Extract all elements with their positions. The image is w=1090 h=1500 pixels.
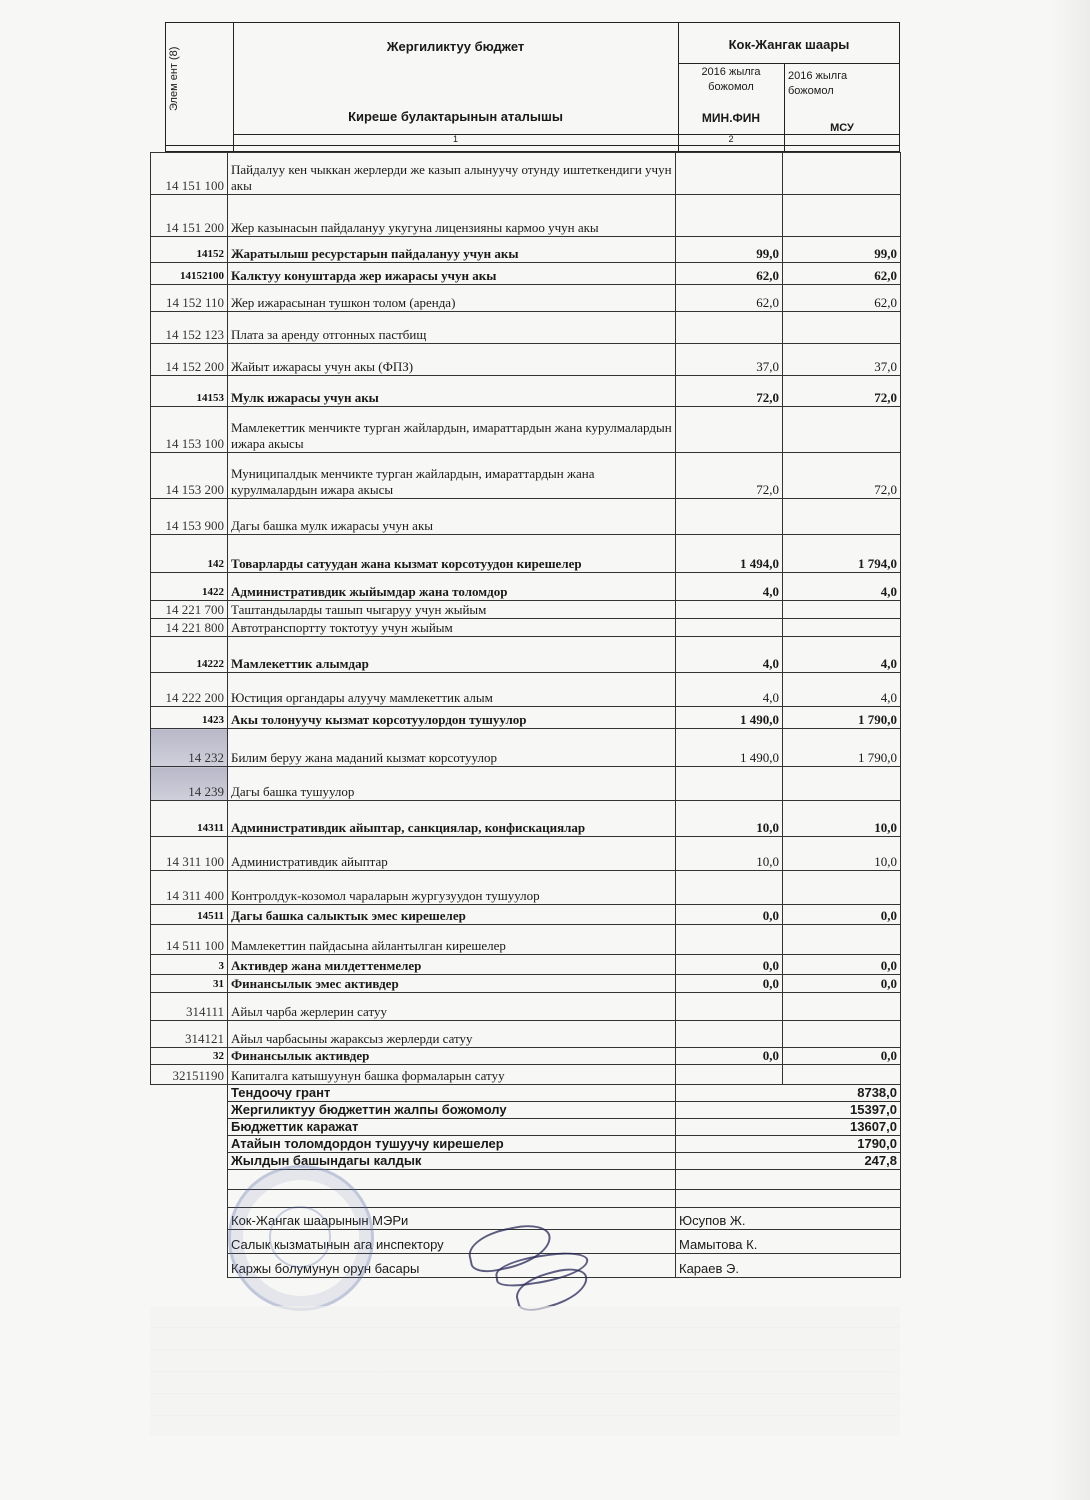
row-name: Контролдук-козомол чараларын жургузуудон тушуулор [228, 871, 676, 905]
signature-person: Юсупов Ж. [676, 1208, 901, 1230]
signature-person: Караев Э. [676, 1254, 901, 1278]
row-value-minfin [676, 993, 783, 1021]
summary-value: 247,8 [676, 1153, 901, 1170]
signature-spacer [151, 1254, 228, 1278]
row-name: Айыл чарба жерлерин сатуу [228, 993, 676, 1021]
row-code: 314121 [151, 1021, 228, 1048]
budget-title: Жергиликтуу бюджет [386, 39, 525, 54]
row-name: Автотранспортту токтотуу учун жыйым [228, 619, 676, 637]
row-name: Жер ижарасынан тушкон толом (аренда) [228, 285, 676, 312]
table-row [151, 573, 901, 601]
row-code: 14152100 [151, 263, 228, 285]
row-value-msu: 99,0 [783, 237, 901, 263]
row-code: 14 239 [151, 767, 228, 801]
row-value-msu [783, 601, 901, 619]
row-code: 14 222 200 [151, 673, 228, 707]
row-value-minfin: 99,0 [676, 237, 783, 263]
table-row [151, 801, 901, 837]
row-name: Мамлекеттик алымдар [228, 637, 676, 673]
row-value-msu: 4,0 [783, 673, 901, 707]
summary-row [151, 1136, 901, 1153]
row-value-msu [783, 993, 901, 1021]
summary-value: 13607,0 [676, 1119, 901, 1136]
table-row [151, 707, 901, 729]
table-row [151, 407, 901, 453]
table-row [151, 905, 901, 925]
row-value-msu: 4,0 [783, 637, 901, 673]
summary-value: 15397,0 [676, 1102, 901, 1119]
row-value-minfin [676, 312, 783, 344]
table-row [151, 312, 901, 344]
row-value-msu: 1 794,0 [783, 535, 901, 573]
row-name: Дагы башка салыктык эмес кирешелер [228, 905, 676, 925]
row-value-minfin: 10,0 [676, 801, 783, 837]
signature-role: Салык кызматынын ага инспектору [228, 1230, 676, 1254]
summary-row [151, 1102, 901, 1119]
summary-spacer [151, 1102, 228, 1119]
row-value-msu [783, 871, 901, 905]
table-row [151, 1048, 901, 1065]
row-name: Билим беруу жана маданий кызмат корсотуулор [228, 729, 676, 767]
summary-label: Атайын толомдордон тушуучу кирешелер [228, 1136, 676, 1153]
row-name: Мамлекеттин пайдасына айлантылган кирешелер [228, 925, 676, 955]
row-name: Жер казынасын пайдалануу укугуна лицензияны кармоо учун акы [228, 195, 676, 237]
row-value-minfin: 1 494,0 [676, 535, 783, 573]
row-value-minfin [676, 195, 783, 237]
row-name: Жайыт ижарасы учун акы (ФПЗ) [228, 344, 676, 376]
row-value-msu: 10,0 [783, 801, 901, 837]
summary-spacer [151, 1153, 228, 1170]
row-value-minfin [676, 601, 783, 619]
row-value-minfin: 62,0 [676, 285, 783, 312]
row-code: 142 [151, 535, 228, 573]
revenue-table [150, 152, 901, 1278]
row-code: 14152 [151, 237, 228, 263]
table-row [151, 153, 901, 195]
colnum-1: 1 [452, 134, 458, 144]
row-value-minfin: 4,0 [676, 673, 783, 707]
table-row [151, 453, 901, 499]
row-code: 14222 [151, 637, 228, 673]
table-row [151, 925, 901, 955]
col1-title: 2016 жылга божомол [701, 66, 761, 93]
row-value-msu [783, 312, 901, 344]
source-name-label: Киреше булактарынын аталышы [348, 109, 563, 124]
row-value-msu: 10,0 [783, 837, 901, 871]
row-value-msu [783, 195, 901, 237]
table-row [151, 376, 901, 407]
row-value-msu: 0,0 [783, 905, 901, 925]
row-code: 14311 [151, 801, 228, 837]
row-value-msu [783, 925, 901, 955]
summary-value: 1790,0 [676, 1136, 901, 1153]
table-header [165, 22, 900, 152]
row-value-msu [783, 767, 901, 801]
table-row [151, 263, 901, 285]
row-value-minfin [676, 407, 783, 453]
table-row [151, 535, 901, 573]
row-value-minfin [676, 767, 783, 801]
table-row [151, 729, 901, 767]
row-name: Жаратылыш ресурстарын пайдалануу учун акы [228, 237, 676, 263]
row-code: 14 311 100 [151, 837, 228, 871]
row-value-minfin: 1 490,0 [676, 729, 783, 767]
table-row [151, 344, 901, 376]
element-column-label: Элем ент (8) [168, 46, 180, 111]
row-code: 14511 [151, 905, 228, 925]
row-value-minfin: 0,0 [676, 975, 783, 993]
table-row [151, 1021, 901, 1048]
city-title: Кок-Жангак шаары [728, 37, 850, 52]
row-value-msu: 72,0 [783, 376, 901, 407]
blank-cell [676, 1170, 901, 1190]
row-code: 14 232 [151, 729, 228, 767]
row-value-minfin [676, 1065, 783, 1085]
row-value-minfin: 72,0 [676, 453, 783, 499]
row-code: 14 221 800 [151, 619, 228, 637]
scan-edge [1050, 0, 1090, 1500]
signature-role: Кок-Жангак шаарынын МЭРи [228, 1208, 676, 1230]
row-name: Финансылык активдер [228, 1048, 676, 1065]
row-value-msu: 72,0 [783, 453, 901, 499]
signature-spacer [151, 1208, 228, 1230]
signature-role: Каржы болумунун орун басары [228, 1254, 676, 1278]
row-name: Административдик айыптар [228, 837, 676, 871]
row-code: 1422 [151, 573, 228, 601]
row-name: Акы толонуучу кызмат корсотуулордон тушуулор [228, 707, 676, 729]
summary-spacer [151, 1085, 228, 1102]
summary-row [151, 1153, 901, 1170]
row-value-minfin [676, 153, 783, 195]
signature-person: Мамытова К. [676, 1230, 901, 1254]
row-value-msu: 1 790,0 [783, 729, 901, 767]
blank-cell [151, 1170, 228, 1190]
row-value-minfin: 4,0 [676, 637, 783, 673]
summary-value: 8738,0 [676, 1085, 901, 1102]
row-name: Айыл чарбасыны жараксыз жерлерди сатуу [228, 1021, 676, 1048]
row-value-msu: 4,0 [783, 573, 901, 601]
row-value-minfin [676, 871, 783, 905]
row-value-msu [783, 1021, 901, 1048]
row-value-minfin [676, 1021, 783, 1048]
signature-spacer [151, 1230, 228, 1254]
blank-cell [151, 1190, 228, 1208]
row-name: Административдик жыйымдар жана толомдор [228, 573, 676, 601]
row-name: Юстиция органдары алуучу мамлекеттик алым [228, 673, 676, 707]
row-code: 14 153 100 [151, 407, 228, 453]
row-value-minfin: 1 490,0 [676, 707, 783, 729]
row-value-minfin: 62,0 [676, 263, 783, 285]
row-value-msu [783, 407, 901, 453]
col2-title: 2016 жылга божомол [788, 70, 848, 97]
row-code: 14 311 400 [151, 871, 228, 905]
row-name: Товарларды сатуудан жана кызмат корсотуудон кирешелер [228, 535, 676, 573]
table-row [151, 837, 901, 871]
row-value-msu [783, 1065, 901, 1085]
row-value-msu [783, 619, 901, 637]
summary-label: Тендоочу грант [228, 1085, 676, 1102]
row-value-msu: 1 790,0 [783, 707, 901, 729]
row-code: 14 153 900 [151, 499, 228, 535]
row-value-msu: 62,0 [783, 285, 901, 312]
row-code: 14 511 100 [151, 925, 228, 955]
summary-row [151, 1085, 901, 1102]
table-row [151, 993, 901, 1021]
row-code: 14 151 200 [151, 195, 228, 237]
table-row [151, 195, 901, 237]
row-code: 14 153 200 [151, 453, 228, 499]
bleed-through-area [150, 1306, 900, 1436]
row-value-msu: 0,0 [783, 1048, 901, 1065]
table-row [151, 1065, 901, 1085]
table-row [151, 955, 901, 975]
row-code: 14 152 200 [151, 344, 228, 376]
row-name: Дагы башка мулк ижарасы учун акы [228, 499, 676, 535]
summary-spacer [151, 1119, 228, 1136]
row-name: Муниципалдык менчикте турган жайлардын, имараттардын жана курулмалардын ижара акысы [228, 453, 676, 499]
table-row [151, 499, 901, 535]
row-code: 1423 [151, 707, 228, 729]
colnum-2: 2 [728, 134, 734, 144]
row-code: 14 221 700 [151, 601, 228, 619]
row-code: 14 152 110 [151, 285, 228, 312]
row-name: Плата за аренду отгонных пастбищ [228, 312, 676, 344]
row-code: 14153 [151, 376, 228, 407]
summary-label: Жылдын башындагы калдык [228, 1153, 676, 1170]
row-value-minfin [676, 619, 783, 637]
row-code: 32 [151, 1048, 228, 1065]
row-value-msu [783, 499, 901, 535]
table-row [151, 619, 901, 637]
row-name: Финансылык эмес активдер [228, 975, 676, 993]
row-code: 32151190 [151, 1065, 228, 1085]
table-row [151, 237, 901, 263]
row-value-msu: 0,0 [783, 955, 901, 975]
summary-spacer [151, 1136, 228, 1153]
table-row [151, 601, 901, 619]
row-value-minfin: 10,0 [676, 837, 783, 871]
row-value-minfin: 37,0 [676, 344, 783, 376]
row-value-minfin: 0,0 [676, 1048, 783, 1065]
row-code: 14 152 123 [151, 312, 228, 344]
table-row [151, 975, 901, 993]
row-value-minfin: 72,0 [676, 376, 783, 407]
row-value-minfin: 0,0 [676, 955, 783, 975]
row-code: 314111 [151, 993, 228, 1021]
row-value-msu: 37,0 [783, 344, 901, 376]
summary-label: Бюджеттик каражат [228, 1119, 676, 1136]
row-value-msu: 0,0 [783, 975, 901, 993]
table-row [151, 767, 901, 801]
table-row [151, 871, 901, 905]
row-name: Капиталга катышуунун башка формаларын сатуу [228, 1065, 676, 1085]
row-code: 14 151 100 [151, 153, 228, 195]
row-name: Таштандыларды ташып чыгаруу учун жыйым [228, 601, 676, 619]
row-value-minfin: 0,0 [676, 905, 783, 925]
table-row [151, 673, 901, 707]
row-name: Калктуу конуштарда жер ижарасы учун акы [228, 263, 676, 285]
table-row [151, 637, 901, 673]
row-value-minfin [676, 925, 783, 955]
summary-label: Жергиликтуу бюджеттин жалпы божомолу [228, 1102, 676, 1119]
blank-cell [676, 1190, 901, 1208]
row-code: 3 [151, 955, 228, 975]
table-row [151, 285, 901, 312]
row-name: Мулк ижарасы учун акы [228, 376, 676, 407]
official-stamp [228, 1165, 374, 1311]
row-value-minfin [676, 499, 783, 535]
row-value-minfin: 4,0 [676, 573, 783, 601]
row-name: Мамлекеттик менчикте турган жайлардын, имараттардын жана курулмалардын ижара акысы [228, 407, 676, 453]
row-value-msu [783, 153, 901, 195]
col1-sub: МИН.ФИН [701, 111, 761, 125]
col2-sub: МСУ [830, 122, 854, 134]
row-name: Административдик айыптар, санкциялар, конфискациялар [228, 801, 676, 837]
row-name: Пайдалуу кен чыккан жерлерди же казып алынуучу отунду иштеткендиги учун акы [228, 153, 676, 195]
row-value-msu: 62,0 [783, 263, 901, 285]
row-name: Активдер жана милдеттенмелер [228, 955, 676, 975]
row-code: 31 [151, 975, 228, 993]
summary-row [151, 1119, 901, 1136]
row-name: Дагы башка тушуулор [228, 767, 676, 801]
